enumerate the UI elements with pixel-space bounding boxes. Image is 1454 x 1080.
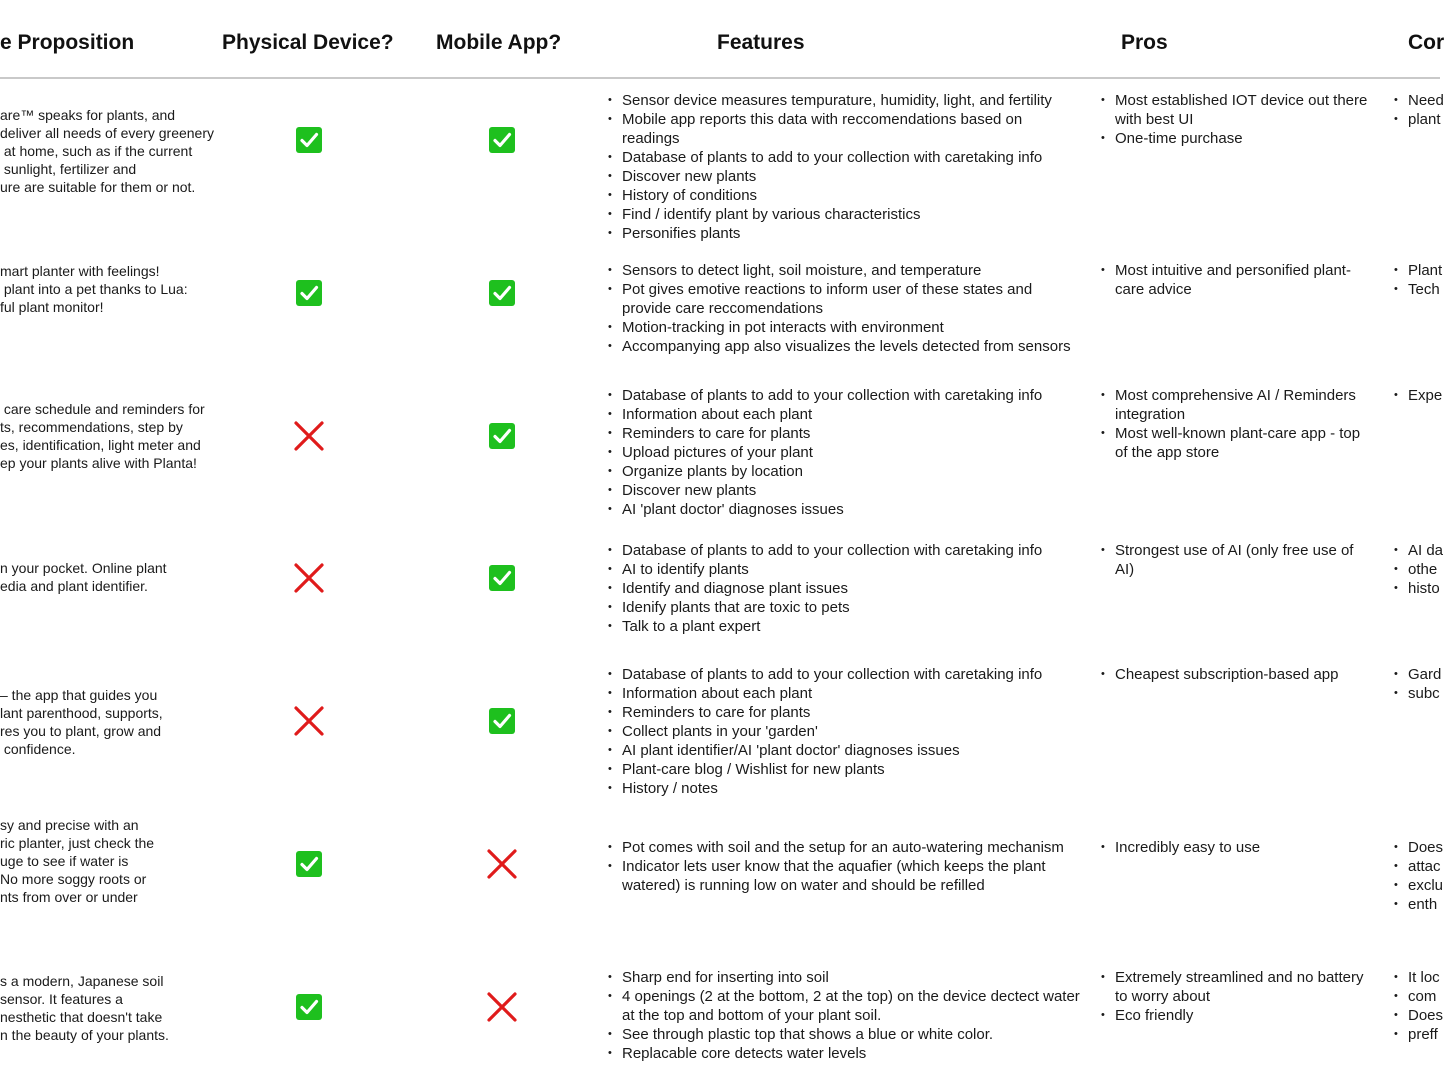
mobile-app-check-icon [487,421,517,451]
list-item: • Does [1394,1006,1454,1025]
physical-device-check-icon [294,849,324,879]
list-item: • othe [1394,560,1454,579]
value-proposition-line: sy and precise with an [0,817,139,833]
value-proposition-line: mart planter with feelings! [0,263,160,279]
features-list [608,386,1080,519]
list-item: • Information about each plant [608,405,1080,424]
list-item: • Plant-care blog / Wishlist for new plants [608,760,1080,779]
value-proposition-line: – the app that guides you [0,687,158,703]
list-item: • subc [1394,684,1454,703]
list-item: • Upload pictures of your plant [608,443,1080,462]
list-item: • Organize plants by location [608,462,1080,481]
physical-device-check-icon [294,125,324,155]
cons-list [1394,838,1454,914]
physical-device-check-icon [294,992,324,1022]
value-proposition-line: ric planter, just check the [0,835,155,851]
list-item: • Pot gives emotive reactions to inform user of these states and provide care reccomendations [608,280,1080,318]
cons-list [1394,541,1454,598]
pros-list [1101,261,1371,299]
list-item: • Talk to a plant expert [608,617,1080,636]
list-item: • AI 'plant doctor' diagnoses issues [608,500,1080,519]
list-item: • enth [1394,895,1454,914]
header-features: Features [717,31,805,54]
cons-list [1394,665,1454,703]
value-proposition-line: lant parenthood, supports, [0,705,163,721]
list-item: • Idenify plants that are toxic to pets [608,598,1080,617]
mobile-app-check-icon [487,278,517,308]
cons-list [1394,386,1454,405]
value-proposition-text [0,262,212,316]
physical-device-cross-icon [294,706,324,736]
value-proposition-line: ure are suitable for them or not. [0,179,196,195]
list-item: • Database of plants to add to your collection with caretaking info [608,386,1080,405]
list-item: • Discover new plants [608,167,1080,186]
list-item: • See through plastic top that shows a blue or white color. [608,1025,1080,1044]
pros-list [1101,541,1371,579]
mobile-app-check-icon [487,706,517,736]
list-item: • History / notes [608,779,1080,798]
list-item: • Incredibly easy to use [1101,838,1371,857]
list-item: • Reminders to care for plants [608,703,1080,722]
list-item: • exclu [1394,876,1454,895]
features-list [608,968,1080,1063]
list-item: • AI plant identifier/AI 'plant doctor' diagnoses issues [608,741,1080,760]
list-item: • Database of plants to add to your collection with caretaking info [608,541,1080,560]
value-proposition-line: res you to plant, grow and [0,723,162,739]
list-item: • Plant [1394,261,1454,280]
list-item: • attac [1394,857,1454,876]
header-cons: Cor [1408,31,1445,54]
header-value-proposition: e Proposition [0,31,135,54]
list-item: • Most established IOT device out there with best UI [1101,91,1371,129]
pros-list [1101,91,1371,148]
list-item: • Indicator lets user know that the aquafier (which keeps the plant watered) is running low on water and should be refilled [608,857,1080,895]
list-item: • Identify and diagnose plant issues [608,579,1080,598]
features-list [608,91,1080,243]
value-proposition-line: uge to see if water is [0,853,129,869]
value-proposition-line: s a modern, Japanese soil [0,973,164,989]
list-item: • Motion-tracking in pot interacts with environment [608,318,1080,337]
value-proposition-line: nts from over or under [0,889,138,905]
cons-list [1394,91,1454,129]
value-proposition-line: care schedule and reminders for [0,401,205,417]
list-item: • preff [1394,1025,1454,1044]
mobile-app-cross-icon [487,992,517,1022]
value-proposition-line: es, identification, light meter and [0,437,201,453]
list-item: • Database of plants to add to your collection with caretaking info [608,148,1080,167]
value-proposition-line: edia and plant identifier. [0,578,148,594]
features-list [608,541,1080,636]
list-item: • Need [1394,91,1454,110]
list-item: • AI da [1394,541,1454,560]
list-item: • Replacable core detects water levels [608,1044,1080,1063]
list-item: • Information about each plant [608,684,1080,703]
list-item: • One-time purchase [1101,129,1371,148]
list-item: • Accompanying app also visualizes the levels detected from sensors [608,337,1080,356]
pros-list [1101,386,1371,462]
list-item: • Eco friendly [1101,1006,1371,1025]
value-proposition-line: sensor. It features a [0,991,123,1007]
list-item: • Discover new plants [608,481,1080,500]
value-proposition-line: n your pocket. Online plant [0,560,167,576]
list-item: • Tech [1394,280,1454,299]
features-list [608,665,1080,798]
mobile-app-check-icon [487,563,517,593]
value-proposition-line: sunlight, fertilizer and [0,161,137,177]
list-item: • Collect plants in your 'garden' [608,722,1080,741]
value-proposition-line: plant into a pet thanks to Lua: [0,281,188,297]
physical-device-cross-icon [294,421,324,451]
list-item: • Sensor device measures tempurature, humidity, light, and fertility [608,91,1080,110]
list-item: • Database of plants to add to your collection with caretaking info [608,665,1080,684]
list-item: • Mobile app reports this data with reccomendations based on readings [608,110,1080,148]
list-item: • History of conditions [608,186,1080,205]
list-item: • It loc [1394,968,1454,987]
list-item: • Most intuitive and personified plant-care advice [1101,261,1371,299]
list-item: • Strongest use of AI (only free use of AI) [1101,541,1371,579]
features-list [608,838,1080,895]
header-physical-device: Physical Device? [222,31,394,54]
value-proposition-text [0,686,212,758]
list-item: • AI to identify plants [608,560,1080,579]
value-proposition-line: ts, recommendations, step by [0,419,183,435]
value-proposition-line: ep your plants alive with Planta! [0,455,197,471]
features-list [608,261,1080,356]
value-proposition-line: ful plant monitor! [0,299,104,315]
physical-device-cross-icon [294,563,324,593]
header-mobile-app: Mobile App? [436,31,562,54]
pros-list [1101,968,1371,1025]
value-proposition-line: nesthetic that doesn't take [0,1009,163,1025]
header-divider [0,77,1440,79]
value-proposition-line: n the beauty of your plants. [0,1027,169,1043]
list-item: • Expe [1394,386,1454,405]
value-proposition-line: No more soggy roots or [0,871,147,887]
value-proposition-text [0,106,215,196]
mobile-app-check-icon [487,125,517,155]
physical-device-check-icon [294,278,324,308]
list-item: • Personifies plants [608,224,1080,243]
list-item: • Reminders to care for plants [608,424,1080,443]
list-item: • Most well-known plant-care app - top of the app store [1101,424,1371,462]
list-item: • Pot comes with soil and the setup for an auto-watering mechanism [608,838,1080,857]
list-item: • Sensors to detect light, soil moisture, and temperature [608,261,1080,280]
list-item: • histo [1394,579,1454,598]
list-item: • Most comprehensive AI / Reminders integration [1101,386,1371,424]
pros-list [1101,665,1371,684]
value-proposition-text [0,816,212,906]
value-proposition-line: deliver all needs of every greenery [0,125,215,141]
value-proposition-line: at home, such as if the current [0,143,193,159]
value-proposition-text [0,972,212,1044]
list-item: • 4 openings (2 at the bottom, 2 at the top) on the device dectect water at the top and bottom of your plant soil. [608,987,1080,1025]
list-item: • Sharp end for inserting into soil [608,968,1080,987]
list-item: • plant [1394,110,1454,129]
header-pros: Pros [1121,31,1168,54]
list-item: • Cheapest subscription-based app [1101,665,1371,684]
pros-list [1101,838,1371,857]
list-item: • com [1394,987,1454,1006]
list-item: • Find / identify plant by various characteristics [608,205,1080,224]
list-item: • Does [1394,838,1454,857]
value-proposition-text [0,559,212,595]
value-proposition-text [0,400,212,472]
value-proposition-line: are™ speaks for plants, and [0,107,176,123]
value-proposition-line: confidence. [0,741,76,757]
list-item: • Extremely streamlined and no battery to worry about [1101,968,1371,1006]
mobile-app-cross-icon [487,849,517,879]
list-item: • Gard [1394,665,1454,684]
cons-list [1394,261,1454,299]
cons-list [1394,968,1454,1044]
